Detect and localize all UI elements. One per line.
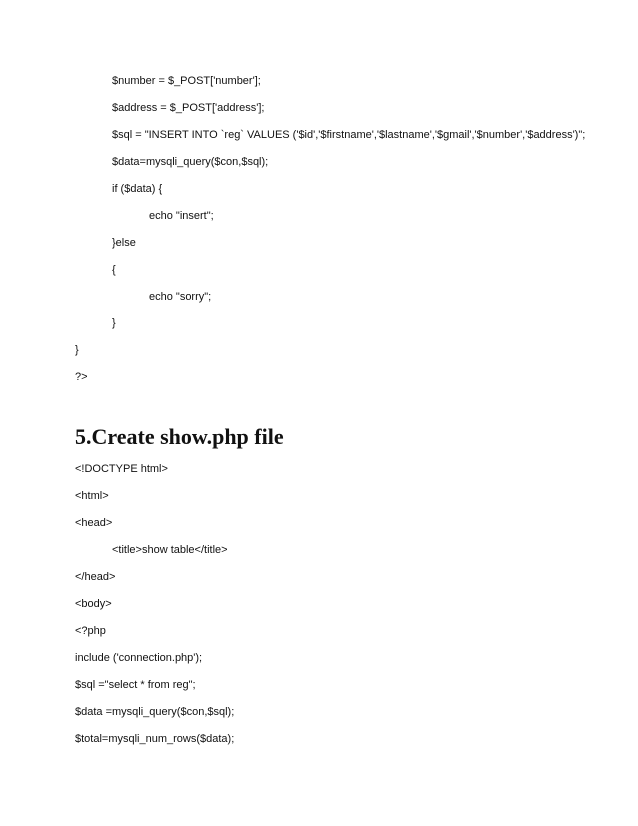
code-line: $sql = "INSERT INTO `reg` VALUES ('$id','$firstname','$lastname','$gmail','$number','$address')"; xyxy=(112,129,586,141)
code-line: $data =mysqli_query($con,$sql); xyxy=(75,706,235,718)
code-line: $address = $_POST['address']; xyxy=(112,102,265,114)
code-line: <?php xyxy=(75,625,106,637)
code-line: <!DOCTYPE html> xyxy=(75,463,168,475)
section-heading: 5.Create show.php file xyxy=(75,424,284,449)
code-line: $data=mysqli_query($con,$sql); xyxy=(112,156,269,168)
code-line: }else xyxy=(112,237,136,249)
code-line: include ('connection.php'); xyxy=(75,652,203,664)
code-line: ?> xyxy=(75,371,88,383)
code-line: <head> xyxy=(75,517,113,529)
code-line: </head> xyxy=(75,571,116,583)
code-line: { xyxy=(112,264,116,276)
code-line: $total=mysqli_num_rows($data); xyxy=(75,733,235,745)
code-line: echo "sorry"; xyxy=(149,291,212,303)
code-line: } xyxy=(75,344,79,356)
code-line: echo "insert"; xyxy=(149,210,214,222)
code-line: <html> xyxy=(75,490,109,502)
code-line: <title>show table</title> xyxy=(112,544,228,556)
code-line: if ($data) { xyxy=(112,183,163,195)
code-line: } xyxy=(112,317,116,329)
code-line: $sql ="select * from reg"; xyxy=(75,679,196,691)
code-line: $number = $_POST['number']; xyxy=(112,75,261,87)
code-line: <body> xyxy=(75,598,112,610)
